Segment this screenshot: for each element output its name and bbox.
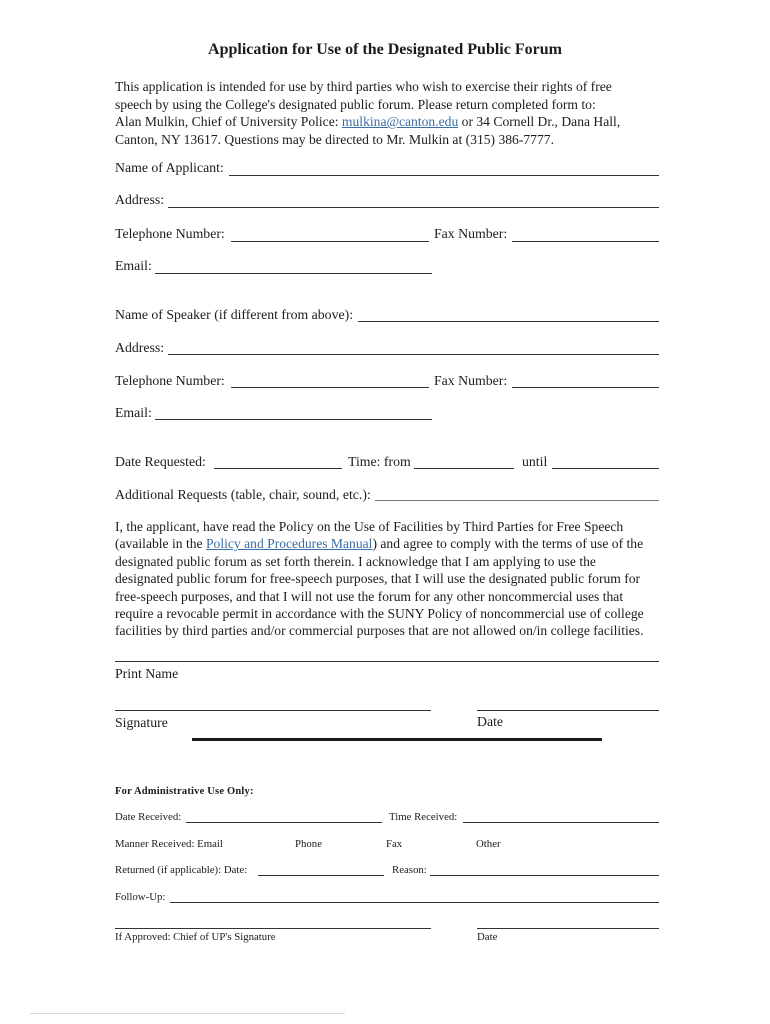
print-name-field[interactable] xyxy=(115,661,659,662)
applicant-name-field[interactable] xyxy=(229,175,659,176)
date-received-label: Date Received: xyxy=(115,811,182,823)
intro-line: Canton, NY 13617. Questions may be directed to Mr. Mulkin at (315) 386-7777. xyxy=(115,131,554,147)
follow-up-label: Follow-Up: xyxy=(115,891,166,903)
date-requested-label: Date Requested: xyxy=(115,454,206,469)
agreement-line: require a revocable permit in accordance with the SUNY Policy of noncommercial use of college xyxy=(115,606,644,622)
speaker-address-label: Address: xyxy=(115,340,165,355)
manner-received-label: Manner Received: Email xyxy=(115,838,223,850)
reason-field[interactable] xyxy=(430,875,659,876)
speaker-address-field[interactable] xyxy=(168,354,659,355)
speaker-fax-field[interactable] xyxy=(512,387,659,388)
section-divider xyxy=(192,738,602,741)
date-received-field[interactable] xyxy=(186,822,382,823)
intro-line xyxy=(115,113,675,131)
agreement-line: facilities by third parties and/or commercial purposes that are not allowed on/in college facilities. xyxy=(115,623,644,639)
time-until-field[interactable] xyxy=(552,468,659,469)
intro-line: This application is intended for use by third parties who wish to exercise their rights of free xyxy=(115,79,612,94)
applicant-address-field[interactable] xyxy=(168,207,659,208)
manner-other-option[interactable]: Other xyxy=(476,838,501,850)
follow-up-field[interactable] xyxy=(170,902,659,903)
applicant-address-label: Address: xyxy=(115,192,165,207)
reason-label: Reason: xyxy=(392,864,427,876)
manner-phone-option[interactable]: Phone xyxy=(295,838,322,850)
approval-signature-field[interactable] xyxy=(115,928,431,929)
agreement-line: I, the applicant, have read the Policy on the Use of Facilities by Third Parties for Free Speech xyxy=(115,519,624,534)
returned-date-field[interactable] xyxy=(258,875,384,876)
agreement-line xyxy=(115,535,680,552)
returned-date-label: Returned (if applicable): Date: xyxy=(115,864,248,876)
form-title: Application for Use of the Designated Public Forum xyxy=(208,41,562,58)
time-from-label: Time: from xyxy=(348,454,411,469)
agreement-line: free-speech purposes, and that I will not use the forum for any other noncommercial uses that xyxy=(115,588,624,604)
approval-signature-label: If Approved: Chief of UP's Signature xyxy=(115,931,276,943)
agreement-paragraph xyxy=(115,518,680,640)
signature-date-label: Date xyxy=(477,714,504,729)
speaker-name-label: Name of Speaker (if different from above): xyxy=(115,307,354,322)
speaker-phone-label: Telephone Number: xyxy=(115,373,225,388)
time-received-label: Time Received: xyxy=(389,811,458,823)
applicant-name-label: Name of Applicant: xyxy=(115,160,224,175)
speaker-email-label: Email: xyxy=(115,405,152,420)
intro-text: Alan Mulkin, Chief of University Police: xyxy=(115,114,342,130)
email-link[interactable]: mulkina@canton.edu xyxy=(341,114,459,130)
signature-date-field[interactable] xyxy=(477,710,659,711)
time-received-field[interactable] xyxy=(463,822,659,823)
additional-requests-field[interactable] xyxy=(375,500,659,501)
applicant-fax-field[interactable] xyxy=(512,241,659,242)
approval-date-field[interactable] xyxy=(477,928,659,929)
speaker-name-field[interactable] xyxy=(358,321,659,322)
agreement-text: ) and agree to comply with the terms of use of the xyxy=(372,536,644,552)
speaker-phone-field[interactable] xyxy=(231,387,429,388)
additional-requests-label: Additional Requests (table, chair, sound, etc.): xyxy=(115,487,371,502)
signature-field[interactable] xyxy=(115,710,431,711)
intro-line: speech by using the College's designated public forum. Please return completed form to: xyxy=(115,96,596,112)
agreement-text: (available in the xyxy=(115,536,206,552)
scan-edge-mark xyxy=(30,1013,345,1014)
intro-paragraph xyxy=(115,78,675,148)
policy-manual-link[interactable]: Policy and Procedures Manual xyxy=(205,536,373,552)
speaker-fax-label: Fax Number: xyxy=(434,373,508,388)
applicant-email-field[interactable] xyxy=(155,273,432,274)
agreement-line: designated public forum as set forth therein. I acknowledge that I am applying to use the xyxy=(115,553,596,569)
applicant-email-label: Email: xyxy=(115,258,152,273)
speaker-email-field[interactable] xyxy=(155,419,432,420)
time-until-label: until xyxy=(522,454,548,469)
approval-date-label: Date xyxy=(477,931,498,943)
manner-fax-option[interactable]: Fax xyxy=(386,838,403,850)
date-requested-field[interactable] xyxy=(214,468,342,469)
print-name-label: Print Name xyxy=(115,666,179,681)
intro-text: or 34 Cornell Dr., Dana Hall, xyxy=(458,114,621,130)
applicant-fax-label: Fax Number: xyxy=(434,226,508,241)
agreement-line: designated public forum for free-speech purposes, that I will use the designated public forum for xyxy=(115,571,641,587)
applicant-phone-field[interactable] xyxy=(231,241,429,242)
applicant-phone-label: Telephone Number: xyxy=(115,226,225,241)
signature-label: Signature xyxy=(115,715,168,730)
admin-heading: For Administrative Use Only: xyxy=(115,786,254,797)
time-from-field[interactable] xyxy=(414,468,514,469)
